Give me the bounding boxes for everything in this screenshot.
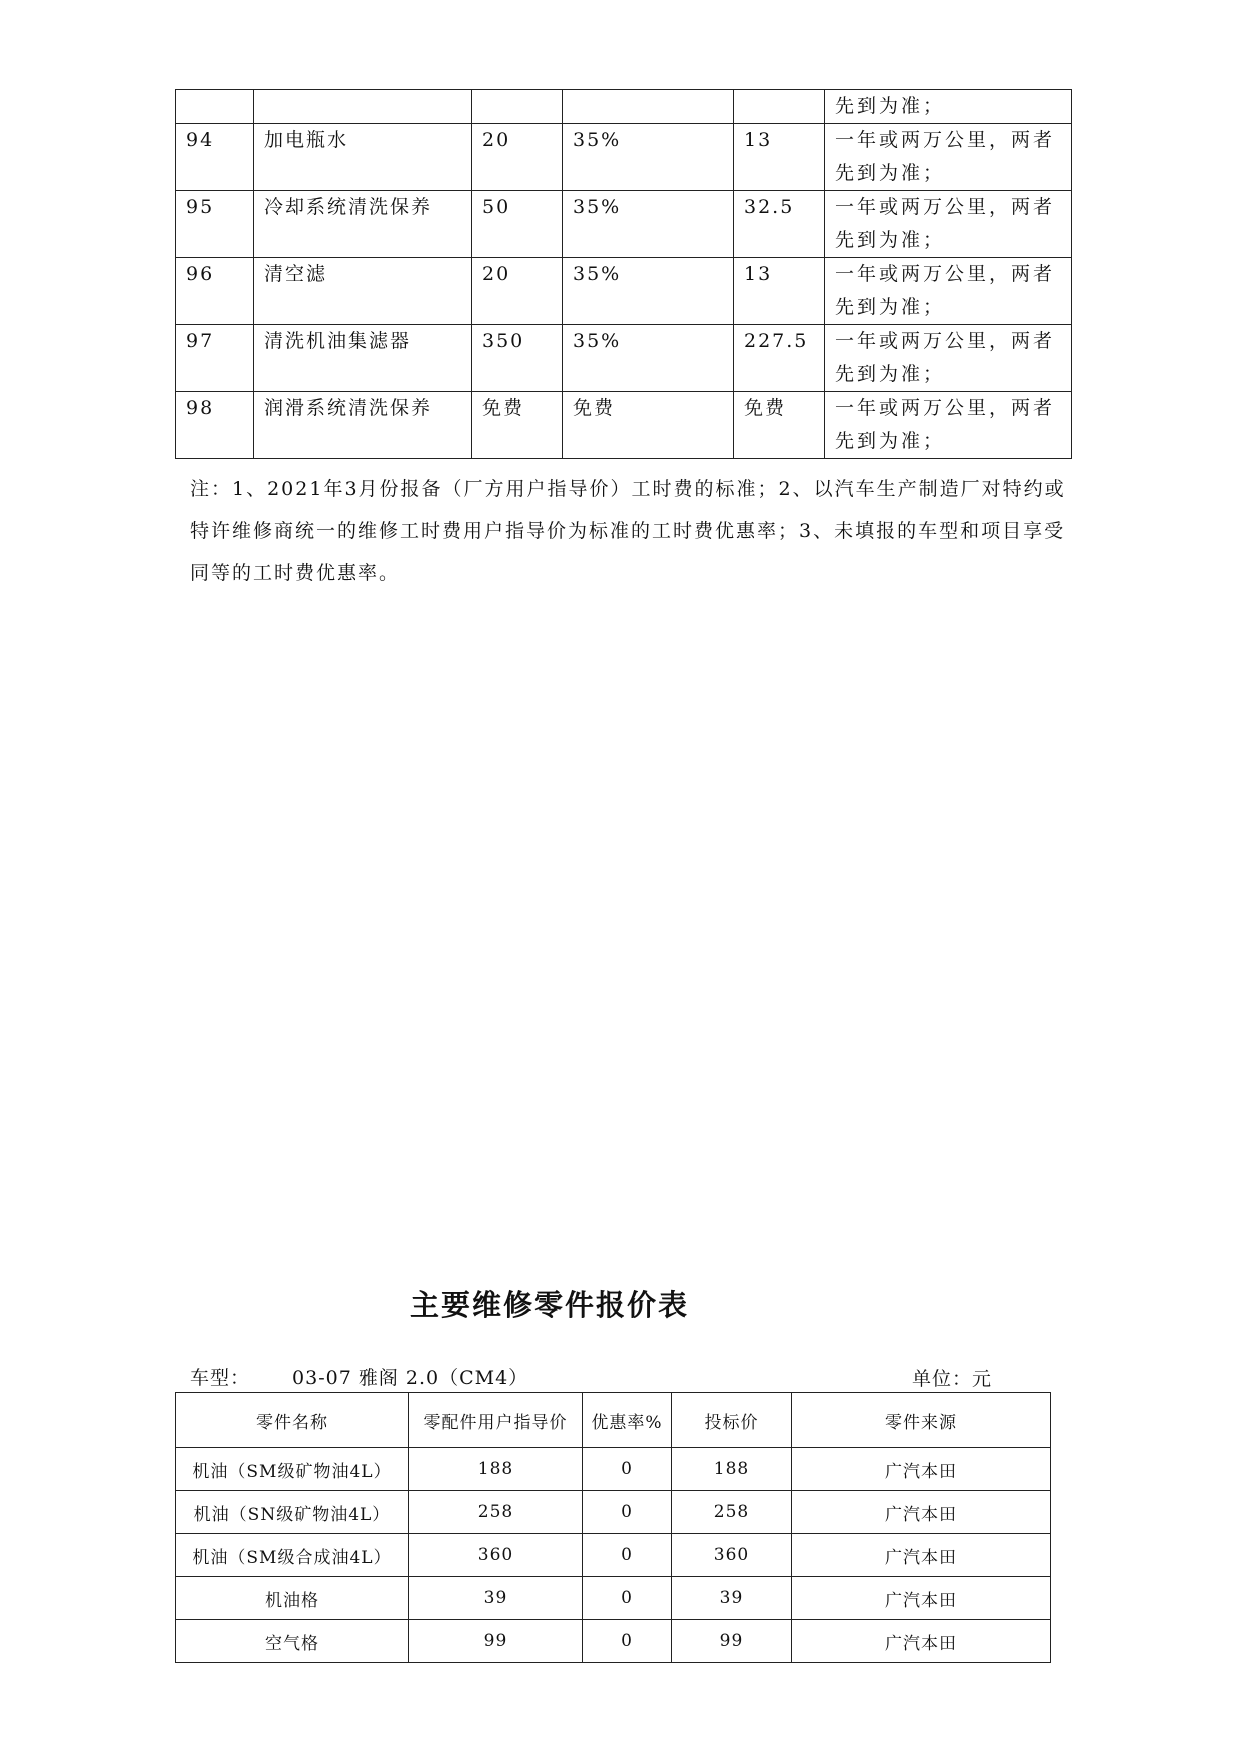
part-rate-cell: 0: [583, 1534, 672, 1577]
part-source-cell: 广汽本田: [792, 1448, 1051, 1491]
labor-warranty-cell: 先到为准；: [825, 90, 1072, 124]
labor-no-cell: 97: [176, 325, 254, 392]
part-bid-cell: 360: [672, 1534, 792, 1577]
part-rate-cell: 0: [583, 1448, 672, 1491]
parts-price-table: [175, 1392, 1051, 1663]
part-price-cell: 188: [409, 1448, 583, 1491]
part-price-cell: 99: [409, 1620, 583, 1663]
part-source-cell: 广汽本田: [792, 1534, 1051, 1577]
labor-cell: [254, 90, 472, 124]
table-row: [176, 191, 1072, 258]
labor-fee-table: [175, 89, 1072, 459]
part-bid-cell: 258: [672, 1491, 792, 1534]
part-rate-cell: 0: [583, 1577, 672, 1620]
table-header-row: [176, 1393, 1051, 1448]
labor-warranty-cell: 一年或两万公里，两者先到为准；: [825, 325, 1072, 392]
table-row: [176, 1448, 1051, 1491]
part-name-cell: 机油（SM级矿物油4L）: [176, 1448, 409, 1491]
labor-item-cell: 加电瓶水: [254, 124, 472, 191]
table-row: [176, 258, 1072, 325]
part-bid-cell: 188: [672, 1448, 792, 1491]
column-header: 零件名称: [176, 1393, 409, 1448]
part-name-cell: 机油格: [176, 1577, 409, 1620]
column-header: 投标价: [672, 1393, 792, 1448]
labor-item-cell: 清洗机油集滤器: [254, 325, 472, 392]
labor-cell: [472, 90, 563, 124]
table-row: [176, 1620, 1051, 1663]
vehicle-model-label: 车型：: [190, 1367, 251, 1389]
labor-price-cell: 20: [472, 124, 563, 191]
labor-price-cell: 20: [472, 258, 563, 325]
table-row: [176, 392, 1072, 459]
part-name-cell: 机油（SM级合成油4L）: [176, 1534, 409, 1577]
labor-bid-cell: 227.5: [734, 325, 825, 392]
vehicle-model-value: 03-07 雅阁 2.0（CM4）: [292, 1367, 529, 1389]
labor-price-cell: 350: [472, 325, 563, 392]
part-bid-cell: 99: [672, 1620, 792, 1663]
labor-warranty-cell: 一年或两万公里，两者先到为准；: [825, 392, 1072, 459]
labor-warranty-cell: 一年或两万公里，两者先到为准；: [825, 258, 1072, 325]
part-name-cell: 空气格: [176, 1620, 409, 1663]
part-rate-cell: 0: [583, 1491, 672, 1534]
labor-warranty-cell: 一年或两万公里，两者先到为准；: [825, 191, 1072, 258]
table-row: [176, 1491, 1051, 1534]
table-row: [176, 1534, 1051, 1577]
labor-no-cell: 96: [176, 258, 254, 325]
part-source-cell: 广汽本田: [792, 1491, 1051, 1534]
labor-no-cell: 98: [176, 392, 254, 459]
table-row: [176, 325, 1072, 392]
part-source-cell: 广汽本田: [792, 1577, 1051, 1620]
labor-bid-cell: 13: [734, 258, 825, 325]
vehicle-model-line: [190, 1363, 528, 1390]
labor-price-cell: 免费: [472, 392, 563, 459]
labor-no-cell: 94: [176, 124, 254, 191]
labor-bid-cell: 32.5: [734, 191, 825, 258]
labor-item-cell: 冷却系统清洗保养: [254, 191, 472, 258]
parts-table-title: 主要维修零件报价表: [410, 1288, 690, 1322]
labor-warranty-cell: 一年或两万公里，两者先到为准；: [825, 124, 1072, 191]
labor-price-cell: 50: [472, 191, 563, 258]
labor-bid-cell: 免费: [734, 392, 825, 459]
column-header: 零配件用户指导价: [409, 1393, 583, 1448]
labor-item-cell: 润滑系统清洗保养: [254, 392, 472, 459]
labor-fee-note: 注：1、2021年3月份报备（厂方用户指导价）工时费的标准；2、以汽车生产制造厂对特约或特许维修商统一的维修工时费用户指导价为标准的工时费优惠率；3、未填报的车型和项目享受同等的工时费优惠率。: [190, 478, 1066, 584]
part-name-cell: 机油（SN级矿物油4L）: [176, 1491, 409, 1534]
labor-rate-cell: 35%: [563, 325, 734, 392]
column-header: 优惠率%: [583, 1393, 672, 1448]
part-price-cell: 39: [409, 1577, 583, 1620]
labor-rate-cell: 35%: [563, 191, 734, 258]
column-header: 零件来源: [792, 1393, 1051, 1448]
currency-unit-label: 单位：元: [912, 1368, 993, 1390]
part-price-cell: 258: [409, 1491, 583, 1534]
labor-rate-cell: 35%: [563, 124, 734, 191]
part-source-cell: 广汽本田: [792, 1620, 1051, 1663]
table-row: [176, 124, 1072, 191]
part-rate-cell: 0: [583, 1620, 672, 1663]
labor-rate-cell: 35%: [563, 258, 734, 325]
table-row: [176, 1577, 1051, 1620]
part-bid-cell: 39: [672, 1577, 792, 1620]
labor-cell: [176, 90, 254, 124]
labor-bid-cell: 13: [734, 124, 825, 191]
labor-no-cell: 95: [176, 191, 254, 258]
labor-cell: [563, 90, 734, 124]
labor-rate-cell: 免费: [563, 392, 734, 459]
labor-cell: [734, 90, 825, 124]
labor-item-cell: 清空滤: [254, 258, 472, 325]
part-price-cell: 360: [409, 1534, 583, 1577]
table-row: [176, 90, 1072, 124]
